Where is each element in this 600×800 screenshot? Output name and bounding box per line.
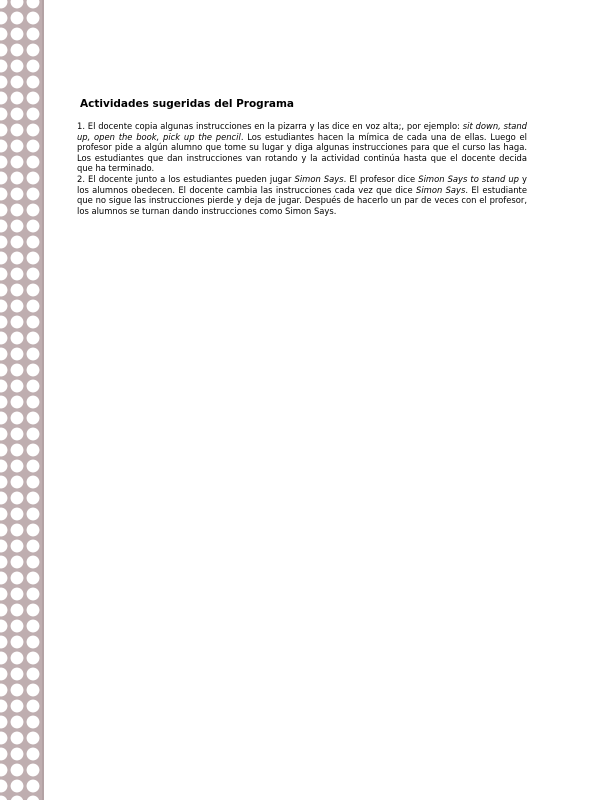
activity-2-text-a: 2. El docente junto a los estudiantes pueden jugar xyxy=(77,173,295,184)
activity-2-text-c: y los alumnos obedecen. El docente cambia las instrucciones cada vez que dice xyxy=(77,173,528,195)
activity-1-commands: sit down, stand up, open the book, pick up the pencil xyxy=(77,121,527,142)
activity-2-text-b: . El profesor dice xyxy=(343,173,419,184)
activity-1-text-a: 1. El docente copia algunas instrucciones en la pizarra y las dice en voz alta;, por ejemplo: xyxy=(77,121,463,131)
decorative-spiral-border xyxy=(0,0,44,800)
activity-2-game-name-repeat: Simon Says xyxy=(416,184,466,195)
activity-item-1 xyxy=(77,121,527,174)
activity-2-game-name: Simon Says xyxy=(294,173,344,184)
activity-2-text-d: . El estudiante que no sigue las instrucciones pierde y deja de jugar. Después de hacerlo un par de veces con el profesor, los alumnos se turnan dando instrucciones como Simon Says. xyxy=(77,184,527,216)
activity-2-example-command: Simon Says to stand up xyxy=(418,173,519,184)
section-title: Actividades sugeridas del Programa xyxy=(80,98,294,110)
activity-1-text-b: . Los estudiantes hacen la mímica de cada una de ellas. Luego el profesor pide a algún alumno que tome su lugar y diga algunas instrucciones para que el curso las haga. Los estudiantes que dan instrucciones van rotando y la actividad continúa hasta que el docente decida que ha terminado. xyxy=(77,131,527,174)
activity-item-2 xyxy=(77,174,527,216)
document-content xyxy=(77,98,527,216)
